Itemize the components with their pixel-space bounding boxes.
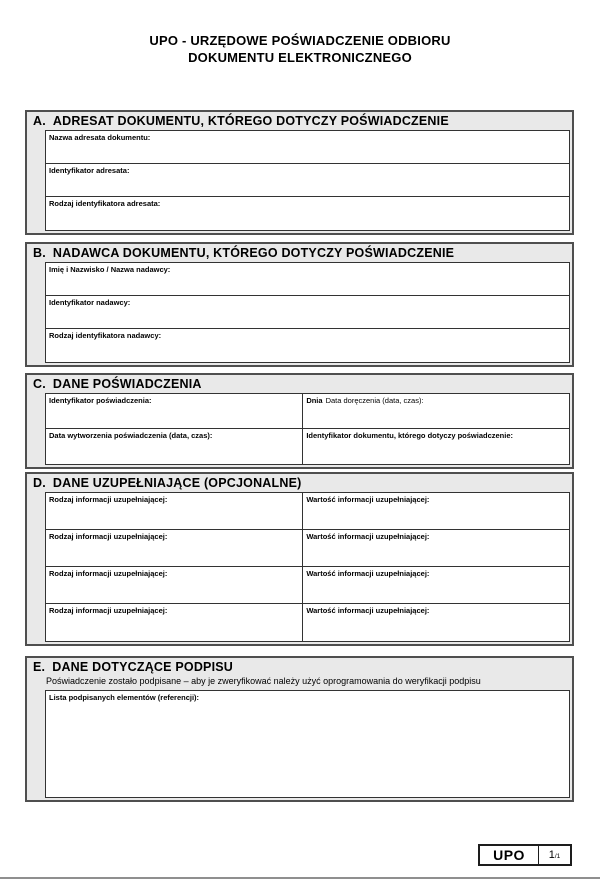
field-rodzaj-informacji-1-label: Rodzaj informacji uzupełniającej: xyxy=(49,495,168,504)
section-e-fields xyxy=(45,690,570,798)
field-nazwa-adresata-label: Nazwa adresata dokumentu: xyxy=(49,133,151,142)
footer-page-number: 1 xyxy=(548,849,555,861)
field-dnia-bold-part: Dnia xyxy=(306,396,323,405)
field-identyfikator-adresata xyxy=(46,164,569,197)
field-wartosc-informacji-1 xyxy=(303,493,569,529)
section-b-header xyxy=(27,244,572,262)
field-rodzaj-informacji-2-label: Rodzaj informacji uzupełniającej: xyxy=(49,532,168,541)
section-d-row-2 xyxy=(46,530,569,567)
page-bottom-divider xyxy=(0,877,600,879)
field-identyfikator-nadawcy xyxy=(46,296,569,329)
footer-upo-box xyxy=(478,844,572,866)
field-wartosc-informacji-3 xyxy=(303,567,569,603)
field-rodzaj-identyfikatora-nadawcy-label: Rodzaj identyfikatora nadawcy: xyxy=(49,331,162,340)
field-wartosc-informacji-3-label: Wartość informacji uzupełniającej: xyxy=(306,569,430,578)
field-data-wytworzenia-label: Data wytworzenia poświadczenia (data, czas): xyxy=(49,431,213,440)
footer-page-total: /1 xyxy=(554,853,561,860)
field-identyfikator-nadawcy-label: Identyfikator nadawcy: xyxy=(49,298,131,307)
field-data-doreczenia-normal-part: Data doręczenia (data, czas): xyxy=(325,396,424,405)
section-b-fields xyxy=(45,262,570,363)
upo-form-page xyxy=(0,32,600,881)
field-identyfikator-dokumentu-label: Identyfikator dokumentu, którego dotyczy poświadczenie: xyxy=(306,431,514,440)
section-a-title: ADRESAT DOKUMENTU, KTÓREGO DOTYCZY POŚWIADCZENIE xyxy=(52,114,449,128)
field-identyfikator-adresata-label: Identyfikator adresata: xyxy=(49,166,130,175)
section-e-note: Poświadczenie zostało podpisane – aby je zweryfikować należy użyć oprogramowania do weryfikacji podpisu xyxy=(46,676,481,686)
section-b-nadawca xyxy=(25,242,574,367)
field-wartosc-informacji-2-label: Wartość informacji uzupełniającej: xyxy=(306,532,430,541)
field-imie-nazwisko-nadawcy xyxy=(46,263,569,296)
field-rodzaj-identyfikatora-adresata-label: Rodzaj identyfikatora adresata: xyxy=(49,199,161,208)
section-e-letter: E. xyxy=(33,660,46,674)
form-title-line-1: UPO - URZĘDOWE POŚWIADCZENIE ODBIORU xyxy=(149,33,451,48)
field-rodzaj-identyfikatora-adresata xyxy=(46,197,569,230)
field-rodzaj-informacji-3 xyxy=(46,567,303,603)
section-c-header xyxy=(27,375,572,393)
field-identyfikator-dokumentu xyxy=(303,429,569,464)
field-wartosc-informacji-4-label: Wartość informacji uzupełniającej: xyxy=(306,606,430,615)
section-a-fields xyxy=(45,130,570,231)
form-body xyxy=(25,110,574,802)
footer-upo-label: UPO xyxy=(480,846,539,864)
field-dnia-data-doreczenia-label xyxy=(303,394,569,405)
field-wartosc-informacji-1-label: Wartość informacji uzupełniającej: xyxy=(306,495,430,504)
section-a-header xyxy=(27,112,572,130)
field-rodzaj-informacji-4-label: Rodzaj informacji uzupełniającej: xyxy=(49,606,168,615)
section-d-row-3 xyxy=(46,567,569,604)
section-c-dane-poswiadczenia xyxy=(25,373,574,469)
field-lista-podpisanych-label: Lista podpisanych elementów (referencji): xyxy=(49,693,200,702)
field-identyfikator-poswiadczenia-label: Identyfikator poświadczenia: xyxy=(49,396,152,405)
section-b-letter: B. xyxy=(33,246,46,260)
field-wartosc-informacji-2 xyxy=(303,530,569,566)
field-lista-podpisanych xyxy=(46,691,569,797)
section-c-title: DANE POŚWIADCZENIA xyxy=(52,377,202,391)
field-imie-nazwisko-nadawcy-label: Imię i Nazwisko / Nazwa nadawcy: xyxy=(49,265,171,274)
field-rodzaj-informacji-3-label: Rodzaj informacji uzupełniającej: xyxy=(49,569,168,578)
section-d-row-4 xyxy=(46,604,569,641)
section-d-header xyxy=(27,474,572,492)
section-d-row-1 xyxy=(46,493,569,530)
section-c-fields xyxy=(45,393,570,465)
field-rodzaj-informacji-2 xyxy=(46,530,303,566)
section-e-dane-podpisu xyxy=(25,656,574,802)
field-rodzaj-informacji-1 xyxy=(46,493,303,529)
field-data-wytworzenia xyxy=(46,429,303,464)
field-nazwa-adresata xyxy=(46,131,569,164)
section-d-letter: D. xyxy=(33,476,46,490)
section-c-row-1 xyxy=(46,394,569,429)
section-d-fields xyxy=(45,492,570,642)
section-d-title: DANE UZUPEŁNIAJĄCE (OPCJONALNE) xyxy=(52,476,302,490)
section-a-adresat xyxy=(25,110,574,235)
field-rodzaj-informacji-4 xyxy=(46,604,303,641)
section-e-header xyxy=(27,658,572,676)
section-a-letter: A. xyxy=(33,114,46,128)
section-b-title: NADAWCA DOKUMENTU, KTÓREGO DOTYCZY POŚWIADCZENIE xyxy=(52,246,455,260)
field-dnia-data-doreczenia xyxy=(303,394,569,428)
section-d-dane-uzupelniajace xyxy=(25,472,574,646)
form-title-line-2: DOKUMENTU ELEKTRONICZNEGO xyxy=(188,50,412,65)
section-e-title: DANE DOTYCZĄCE PODPISU xyxy=(52,660,234,674)
section-c-letter: C. xyxy=(33,377,46,391)
field-wartosc-informacji-4 xyxy=(303,604,569,641)
form-title xyxy=(0,32,600,66)
section-c-row-2 xyxy=(46,429,569,464)
field-identyfikator-poswiadczenia xyxy=(46,394,303,428)
field-rodzaj-identyfikatora-nadawcy xyxy=(46,329,569,362)
